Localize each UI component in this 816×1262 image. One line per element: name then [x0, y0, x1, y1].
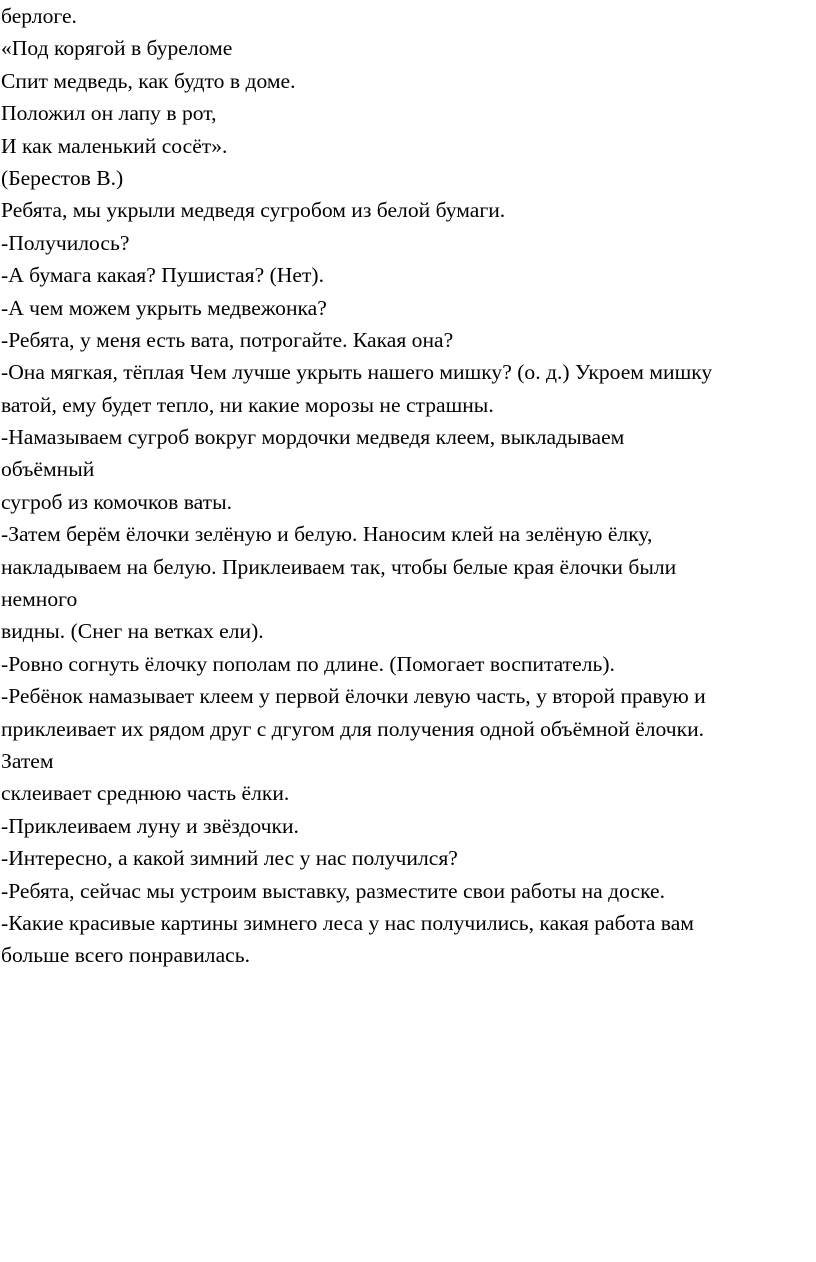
text-line: -Ровно согнуть ёлочку пополам по длине. (Помогает воспитатель).: [1, 651, 615, 676]
text-line: Ребята, мы укрыли медведя сугробом из белой бумаги.: [1, 198, 506, 223]
text-line: -Ребята, у меня есть вата, потрогайте. Какая она?: [1, 327, 454, 352]
text-line: -Приклеиваем луну и звёздочки.: [1, 813, 299, 838]
text-line: -Затем берём ёлочки зелёную и белую. Наносим клей на зелёную ёлку,: [1, 522, 653, 547]
text-line: -Ребята, сейчас мы устроим выставку, разместите свои работы на доске.: [1, 878, 666, 903]
text-line: -Ребёнок намазывает клеем у первой ёлочки левую часть, у второй правую и: [1, 684, 706, 709]
text-line: накладываем на белую. Приклеиваем так, чтобы белые края ёлочки были: [1, 554, 677, 579]
text-line: немного: [1, 587, 78, 612]
text-line: ватой, ему будет тепло, ни какие морозы не страшны.: [1, 392, 494, 417]
text-line: Положил он лапу в рот,: [1, 101, 217, 126]
text-line: (Берестов В.): [1, 165, 124, 190]
text-line: объёмный: [1, 457, 95, 482]
text-line: приклеивает их рядом друг с дгугом для получения одной объёмной ёлочки.: [1, 716, 705, 741]
text-line: Спит медведь, как будто в доме.: [1, 68, 296, 93]
text-line: -Получилось?: [1, 230, 130, 255]
document-text: [1, 0, 813, 972]
text-line: видны. (Снег на ветках ели).: [1, 619, 264, 644]
text-line: -Она мягкая, тёплая Чем лучше укрыть нашего мишку? (о. д.) Укроем мишку: [1, 360, 713, 385]
text-line: Затем: [1, 748, 54, 773]
text-line: склеивает среднюю часть ёлки.: [1, 781, 290, 806]
text-line: -Какие красивые картины зимнего леса у нас получились, какая работа вам: [1, 910, 694, 935]
text-line: берлоге.: [1, 4, 77, 28]
text-line: больше всего понравилась.: [1, 943, 250, 968]
text-line: И как маленький сосёт».: [1, 133, 228, 158]
text-line: «Под корягой в буреломе: [1, 36, 233, 61]
text-line: -А чем можем укрыть медвежонка?: [1, 295, 327, 320]
text-line: сугроб из комочков ваты.: [1, 489, 233, 514]
text-line: -Намазываем сугроб вокруг мордочки медведя клеем, выкладываем: [1, 425, 625, 450]
text-line: -А бумага какая? Пушистая? (Нет).: [1, 263, 324, 288]
text-line: -Интересно, а какой зимний лес у нас получился?: [1, 846, 458, 871]
